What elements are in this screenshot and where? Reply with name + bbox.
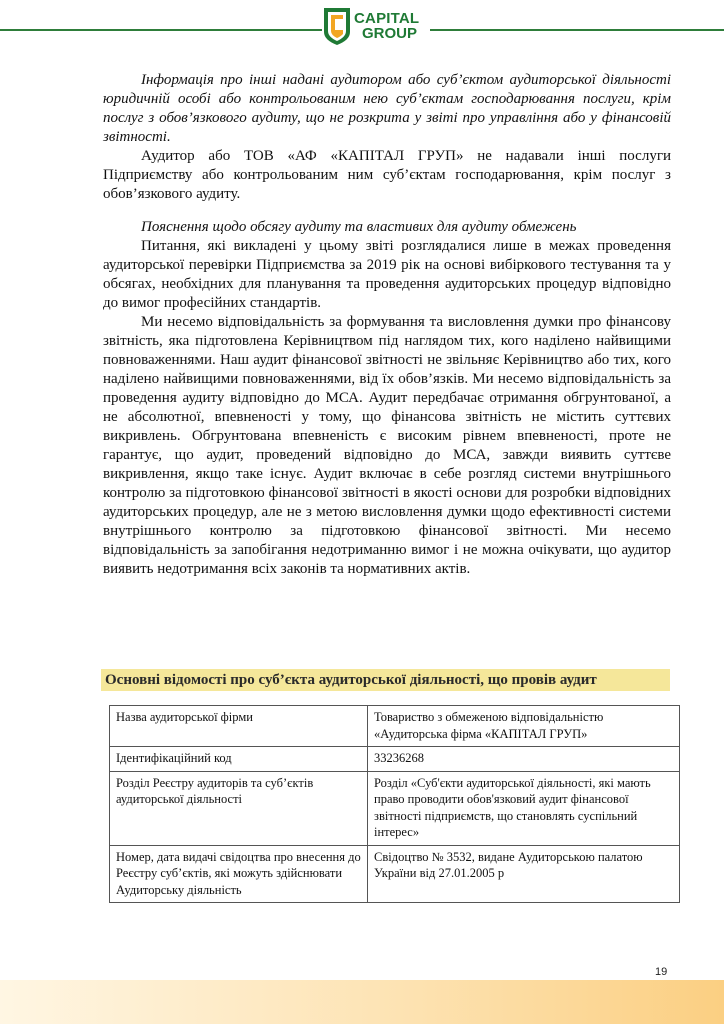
- table-cell-label: Ідентифікаційний код: [110, 747, 368, 772]
- table-row: [110, 845, 680, 903]
- table-cell-value: 33236268: [368, 747, 680, 772]
- paragraph-other-services: Аудитор або ТОВ «АФ «КАПІТАЛ ГРУП» не надавали інші послуги Підприємству або контрольованим ним суб’єктам господарювання, крім послуг з обов’язкового аудиту.: [103, 148, 671, 202]
- table-cell-value: Товариство з обмеженою відповідальністю «Аудиторська фірма «КАПІТАЛ ГРУП»: [368, 706, 680, 747]
- main-text: [103, 71, 671, 579]
- auditor-info-table: [109, 705, 680, 903]
- table-cell-value: Свідоцтво № 3532, видане Аудиторською палатою України від 27.01.2005 р: [368, 845, 680, 903]
- logo-line2: GROUP: [362, 25, 418, 42]
- section-title: Основні відомості про суб’єкта аудиторської діяльності, що провів аудит: [101, 669, 670, 691]
- table-cell-label: Номер, дата видачі свідоцтва про внесення до Реєстру суб’єктів, які можуть здійснювати Аудиторську діяльність: [110, 845, 368, 903]
- paragraph-scope-heading: Пояснення щодо обсягу аудиту та властивих для аудиту обмежень: [141, 219, 577, 235]
- table-row: [110, 771, 680, 845]
- table-cell-label: Розділ Реєстру аудиторів та суб’єктів аудиторської діяльності: [110, 771, 368, 845]
- footer-band: [0, 980, 724, 1024]
- table-row: [110, 747, 680, 772]
- paragraph-other-services-heading: Інформація про інші надані аудитором або суб’єктом аудиторської діяльності юридичній особі або контрольованим нею суб’єктам господарювання послуги, крім послуг з обов’язкового аудиту, що не розкрита у звіті про управління або у фінансовій звітності.: [103, 72, 671, 145]
- paragraph-scope: Питання, які викладені у цьому звіті розглядалися лише в межах проведення аудиторської перевірки Підприємства за 2019 рік на основі вибіркового тестування та у обсягах, необхідних для планування та проведення аудиторських процедур відповідно до вимог професійних стандартів.: [103, 238, 671, 311]
- page-number: 19: [655, 966, 668, 978]
- table-cell-value: Розділ «Суб'єкти аудиторської діяльності, які мають право проводити обов'язковий аудит фінансової звітності підприємств, що становлять суспільний інтерес»: [368, 771, 680, 845]
- paragraph-responsibility: Ми несемо відповідальність за формування та висловлення думки про фінансову звітність, яка підготовлена Керівництвом під наглядом тих, кого наділено найвищими повноваженнями. Наш аудит фінансової звітності не звільняє Керівництво або тих, кого наділено найвищими повноваженнями, від їх обов’язків. Ми несемо відповідальність за проведення аудиту відповідно до МСА. Аудит передбачає отримання обгрунтованої, а не абсолютної, впевненості у тому, що фінансова звітність не містить суттєвих викривлень. Обгрунтована впевненість є високим рівнем впевненості, проте не гарантує, що аудит, проведений відповідно до МСА, завжди виявить суттєве викривлення, якщо таке існує. Аудит включає в себе розгляд системи внутрішнього контролю за підготовкою фінансової звітності в якості основи для розробки відповідних аудиторських процедур, але не з метою висловлення думки щодо ефективності системи внутрішнього контролю за підготовкою фінансової звітності. Ми несемо відповідальність за запобігання недотриманню вимог і не можна очікувати, що аудитор виявить недотримання всіх законів та нормативних актів.: [103, 314, 671, 577]
- table-cell-label: Назва аудиторської фірми: [110, 706, 368, 747]
- table-row: [110, 706, 680, 747]
- logo-line1: CAPITAL: [354, 10, 420, 27]
- shield-logo-icon: [322, 6, 352, 46]
- capital-group-logo: [322, 4, 430, 48]
- logo-wordmark: [354, 11, 419, 41]
